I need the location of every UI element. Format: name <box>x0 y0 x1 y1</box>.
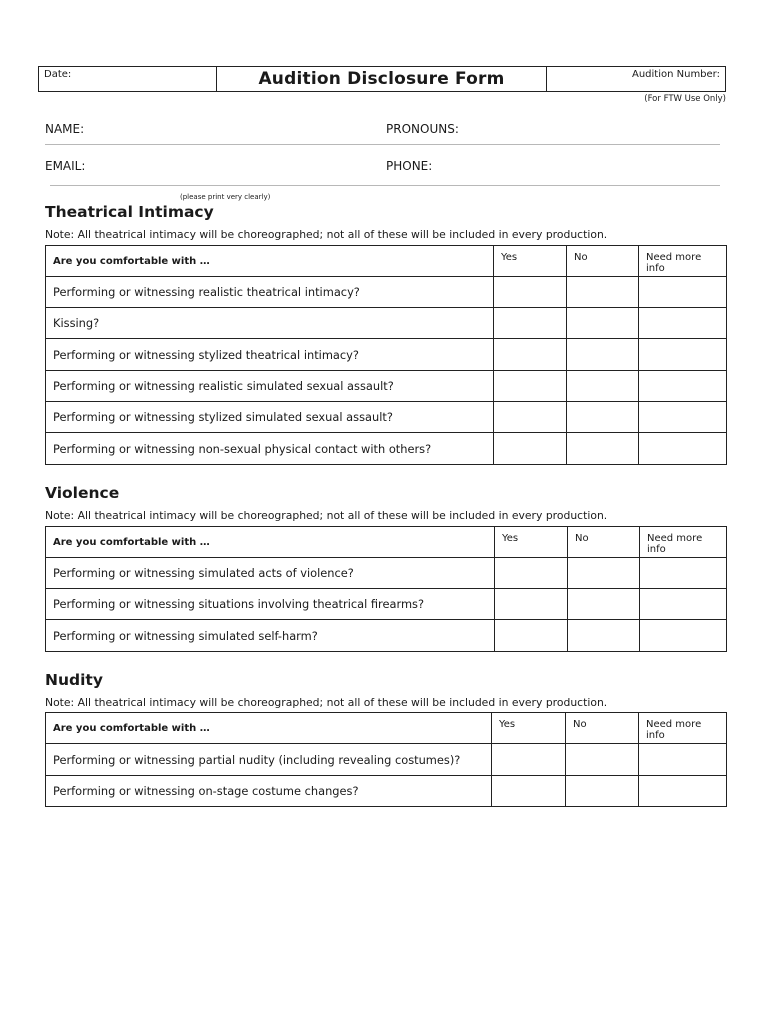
need-more-info-column-header: Need more info <box>639 713 727 744</box>
yes-column-header: Yes <box>495 527 568 558</box>
yes-checkbox[interactable] <box>494 433 567 465</box>
table-row <box>46 620 727 652</box>
question-column-header: Are you comfortable with … <box>46 713 492 744</box>
section-note-violence: Note: All theatrical intimacy will be choreographed; not all of these will be included in every production. <box>45 509 608 522</box>
yes-checkbox[interactable] <box>492 744 566 776</box>
form-header <box>38 66 726 92</box>
yes-checkbox[interactable] <box>494 402 567 433</box>
print-clearly-note: (please print very clearly) <box>180 193 271 201</box>
yes-checkbox[interactable] <box>494 308 567 339</box>
email-phone-line[interactable] <box>50 185 720 186</box>
need-more-info-checkbox[interactable] <box>639 277 727 308</box>
table-row <box>46 744 727 776</box>
no-checkbox[interactable] <box>567 339 639 371</box>
question-text: Performing or witnessing simulated acts of violence? <box>46 558 495 589</box>
need-more-info-checkbox[interactable] <box>639 402 727 433</box>
violence-table <box>45 526 727 652</box>
email-label: EMAIL: <box>45 159 86 173</box>
yes-column-header: Yes <box>494 246 567 277</box>
no-checkbox[interactable] <box>567 402 639 433</box>
section-title-intimacy: Theatrical Intimacy <box>45 203 214 221</box>
name-pronouns-line[interactable] <box>45 144 720 145</box>
question-text: Performing or witnessing simulated self-harm? <box>46 620 495 652</box>
no-column-header: No <box>566 713 639 744</box>
need-more-info-checkbox[interactable] <box>639 744 727 776</box>
table-header-row <box>46 527 727 558</box>
question-text: Performing or witnessing stylized simulated sexual assault? <box>46 402 494 433</box>
yes-checkbox[interactable] <box>494 339 567 371</box>
audition-number-field[interactable] <box>547 67 725 91</box>
question-text: Performing or witnessing realistic simulated sexual assault? <box>46 371 494 402</box>
section-title-violence: Violence <box>45 484 120 502</box>
table-row <box>46 558 727 589</box>
need-more-info-checkbox[interactable] <box>639 308 727 339</box>
table-row <box>46 308 727 339</box>
audition-number-label: Audition Number: <box>631 69 720 80</box>
no-checkbox[interactable] <box>568 589 640 620</box>
table-row <box>46 277 727 308</box>
no-checkbox[interactable] <box>568 558 640 589</box>
need-more-info-checkbox[interactable] <box>640 620 727 652</box>
need-more-info-checkbox[interactable] <box>639 371 727 402</box>
yes-column-header: Yes <box>492 713 566 744</box>
need-more-info-checkbox[interactable] <box>640 589 727 620</box>
question-column-header: Are you comfortable with … <box>46 527 495 558</box>
table-header-row <box>46 713 727 744</box>
question-text: Performing or witnessing non-sexual physical contact with others? <box>46 433 494 465</box>
intimacy-table <box>45 245 727 465</box>
need-more-info-checkbox[interactable] <box>639 433 727 465</box>
question-text: Performing or witnessing situations involving theatrical firearms? <box>46 589 495 620</box>
section-note-intimacy: Note: All theatrical intimacy will be choreographed; not all of these will be included in every production. <box>45 228 608 241</box>
need-more-info-column-header: Need more info <box>639 246 727 277</box>
no-checkbox[interactable] <box>567 277 639 308</box>
form-title: Audition Disclosure Form <box>258 69 505 89</box>
date-field[interactable] <box>39 67 217 91</box>
yes-checkbox[interactable] <box>495 620 568 652</box>
question-text: Performing or witnessing partial nudity (including revealing costumes)? <box>46 744 492 776</box>
table-row <box>46 402 727 433</box>
table-row <box>46 776 727 807</box>
need-more-info-column-header: Need more info <box>640 527 727 558</box>
title-cell <box>217 67 547 91</box>
yes-checkbox[interactable] <box>495 589 568 620</box>
ftw-use-note: (For FTW Use Only) <box>644 94 726 104</box>
yes-checkbox[interactable] <box>495 558 568 589</box>
table-row <box>46 339 727 371</box>
table-row <box>46 433 727 465</box>
question-text: Kissing? <box>46 308 494 339</box>
section-title-nudity: Nudity <box>45 671 103 689</box>
need-more-info-checkbox[interactable] <box>639 776 727 807</box>
no-checkbox[interactable] <box>568 620 640 652</box>
no-checkbox[interactable] <box>567 433 639 465</box>
table-row <box>46 589 727 620</box>
yes-checkbox[interactable] <box>494 277 567 308</box>
yes-checkbox[interactable] <box>492 776 566 807</box>
section-note-nudity: Note: All theatrical intimacy will be choreographed; not all of these will be included in every production. <box>45 696 608 709</box>
no-checkbox[interactable] <box>566 776 639 807</box>
no-checkbox[interactable] <box>566 744 639 776</box>
no-checkbox[interactable] <box>567 371 639 402</box>
question-column-header: Are you comfortable with … <box>46 246 494 277</box>
no-column-header: No <box>568 527 640 558</box>
question-text: Performing or witnessing realistic theatrical intimacy? <box>46 277 494 308</box>
no-column-header: No <box>567 246 639 277</box>
pronouns-label: PRONOUNS: <box>386 122 459 136</box>
question-text: Performing or witnessing on-stage costume changes? <box>46 776 492 807</box>
yes-checkbox[interactable] <box>494 371 567 402</box>
table-row <box>46 371 727 402</box>
nudity-table <box>45 712 727 807</box>
name-label: NAME: <box>45 122 85 136</box>
no-checkbox[interactable] <box>567 308 639 339</box>
table-header-row <box>46 246 727 277</box>
need-more-info-checkbox[interactable] <box>640 558 727 589</box>
question-text: Performing or witnessing stylized theatrical intimacy? <box>46 339 494 371</box>
phone-label: PHONE: <box>386 159 433 173</box>
need-more-info-checkbox[interactable] <box>639 339 727 371</box>
date-label: Date: <box>44 69 72 80</box>
